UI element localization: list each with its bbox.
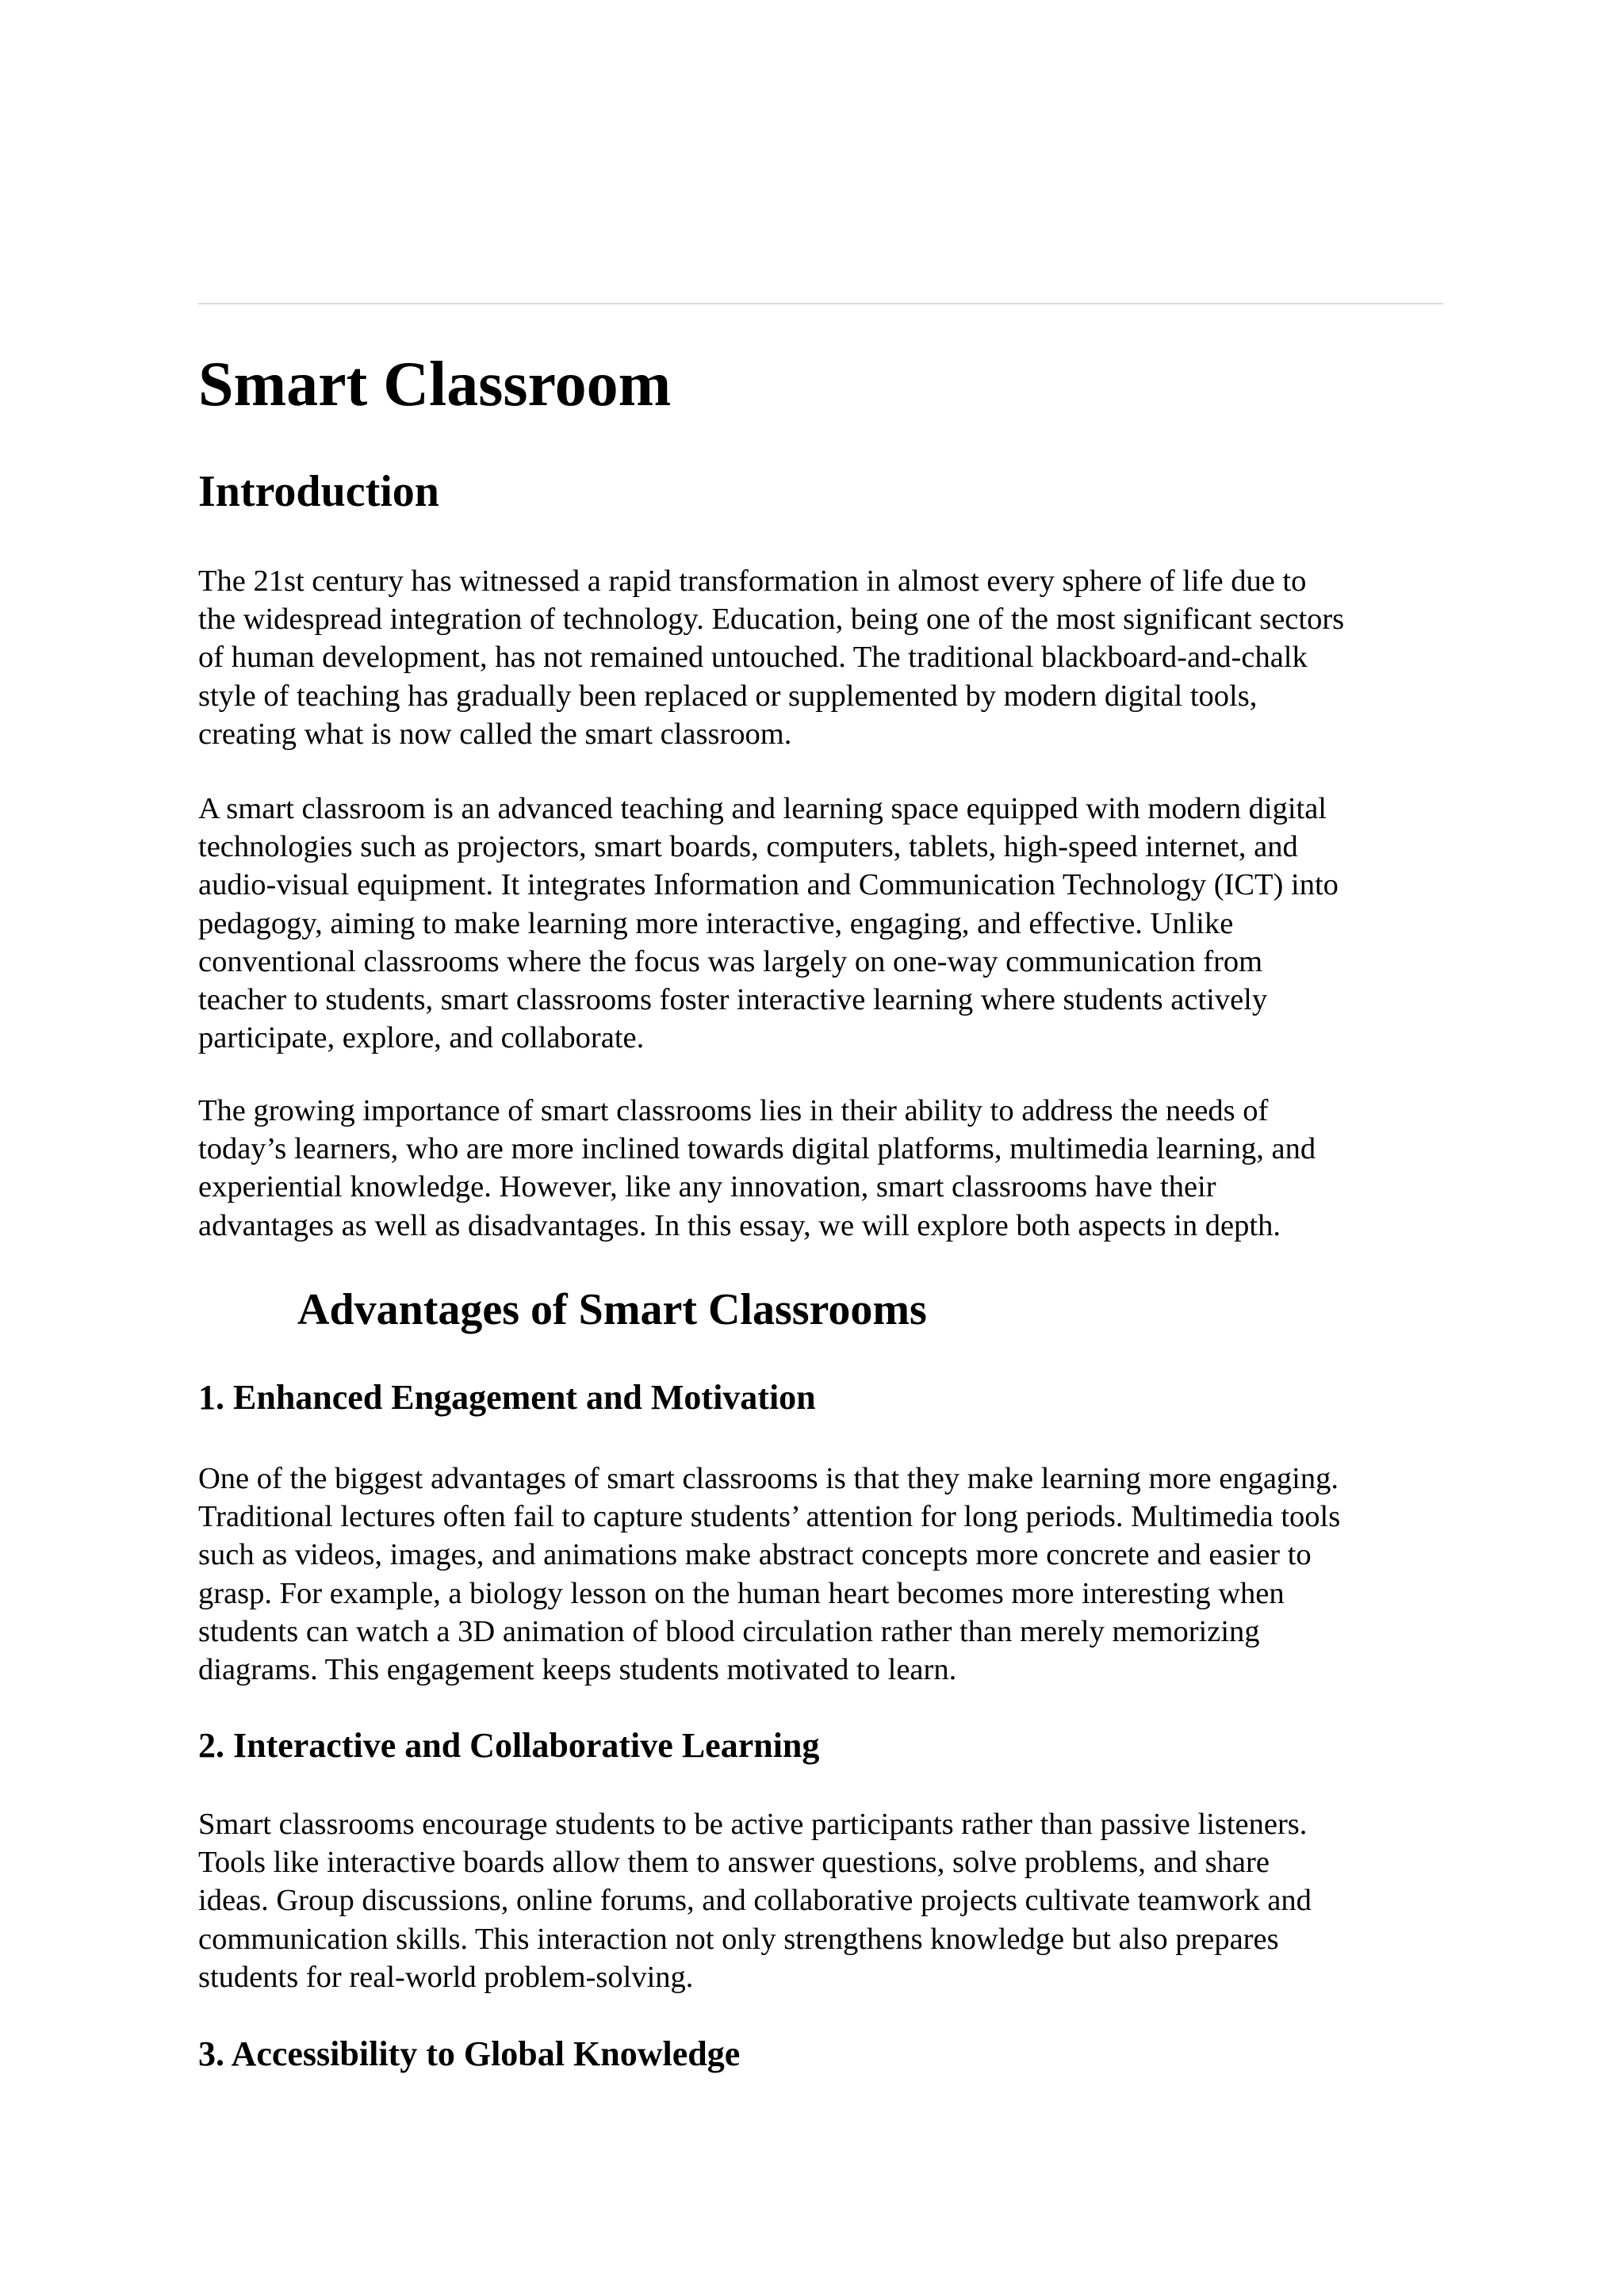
text-line: creating what is now called the smart classroom. — [198, 717, 792, 751]
text-line: such as videos, images, and animations make abstract concepts more concrete and easier to — [198, 1538, 1312, 1572]
text-line: The 21st century has witnessed a rapid transformation in almost every sphere of life due to — [198, 564, 1307, 598]
text-line: communication skills. This interaction not only strengthens knowledge but also prepares — [198, 1922, 1279, 1956]
advantages-heading: Advantages of Smart Classrooms — [297, 1285, 927, 1334]
text-line: students for real-world problem-solving. — [198, 1960, 694, 1994]
text-line: teacher to students, smart classrooms foster interactive learning where students actively — [198, 983, 1268, 1017]
horizontal-rule — [198, 303, 1443, 304]
text-line: participate, explore, and collaborate. — [198, 1021, 645, 1055]
section-paragraph-engagement — [198, 1460, 1443, 1689]
text-line: The growing importance of smart classrooms lies in their ability to address the needs of — [198, 1094, 1269, 1127]
document-title: Smart Classroom — [198, 350, 672, 419]
text-line: pedagogy, aiming to make learning more interactive, engaging, and effective. Unlike — [198, 906, 1234, 940]
intro-paragraph-3 — [198, 1092, 1443, 1245]
text-line: Tools like interactive boards allow them to answer questions, solve problems, and share — [198, 1846, 1270, 1880]
text-line: of human development, has not remained untouched. The traditional blackboard-and-chalk — [198, 641, 1308, 675]
intro-paragraph-2 — [198, 790, 1443, 1057]
text-line: ideas. Group discussions, online forums, and collaborative projects cultivate teamwork and — [198, 1884, 1312, 1918]
text-line: the widespread integration of technology. Education, being one of the most significant sectors — [198, 603, 1345, 637]
introduction-heading: Introduction — [198, 467, 439, 516]
text-line: today’s learners, who are more inclined towards digital platforms, multimedia learning, and — [198, 1132, 1316, 1166]
section-heading-interactive: 2. Interactive and Collaborative Learning — [198, 1726, 820, 1765]
section-heading-accessibility: 3. Accessibility to Global Knowledge — [198, 2034, 741, 2073]
text-line: One of the biggest advantages of smart classrooms is that they make learning more engaging. — [198, 1462, 1339, 1495]
text-line: students can watch a 3D animation of blood circulation rather than merely memorizing — [198, 1614, 1260, 1648]
section-heading-engagement: 1. Enhanced Engagement and Motivation — [198, 1378, 816, 1417]
text-line: advantages as well as disadvantages. In this essay, we will explore both aspects in depth. — [198, 1208, 1281, 1242]
section-paragraph-interactive — [198, 1805, 1443, 1996]
text-line: audio-visual equipment. It integrates Information and Communication Technology (ICT) into — [198, 868, 1339, 902]
text-line: Traditional lectures often fail to capture students’ attention for long periods. Multimedia tools — [198, 1500, 1341, 1534]
text-line: diagrams. This engagement keeps students motivated to learn. — [198, 1653, 957, 1687]
text-line: style of teaching has gradually been replaced or supplemented by modern digital tools, — [198, 679, 1258, 713]
intro-paragraph-1 — [198, 562, 1443, 753]
text-line: A smart classroom is an advanced teaching and learning space equipped with modern digital — [198, 792, 1327, 825]
text-line: grasp. For example, a biology lesson on the human heart becomes more interesting when — [198, 1576, 1285, 1610]
text-line: Smart classrooms encourage students to be active participants rather than passive listeners. — [198, 1808, 1308, 1841]
text-line: conventional classrooms where the focus was largely on one-way communication from — [198, 944, 1263, 978]
text-line: experiential knowledge. However, like any innovation, smart classrooms have their — [198, 1170, 1216, 1204]
text-line: technologies such as projectors, smart boards, computers, tablets, high-speed internet, and — [198, 830, 1298, 864]
